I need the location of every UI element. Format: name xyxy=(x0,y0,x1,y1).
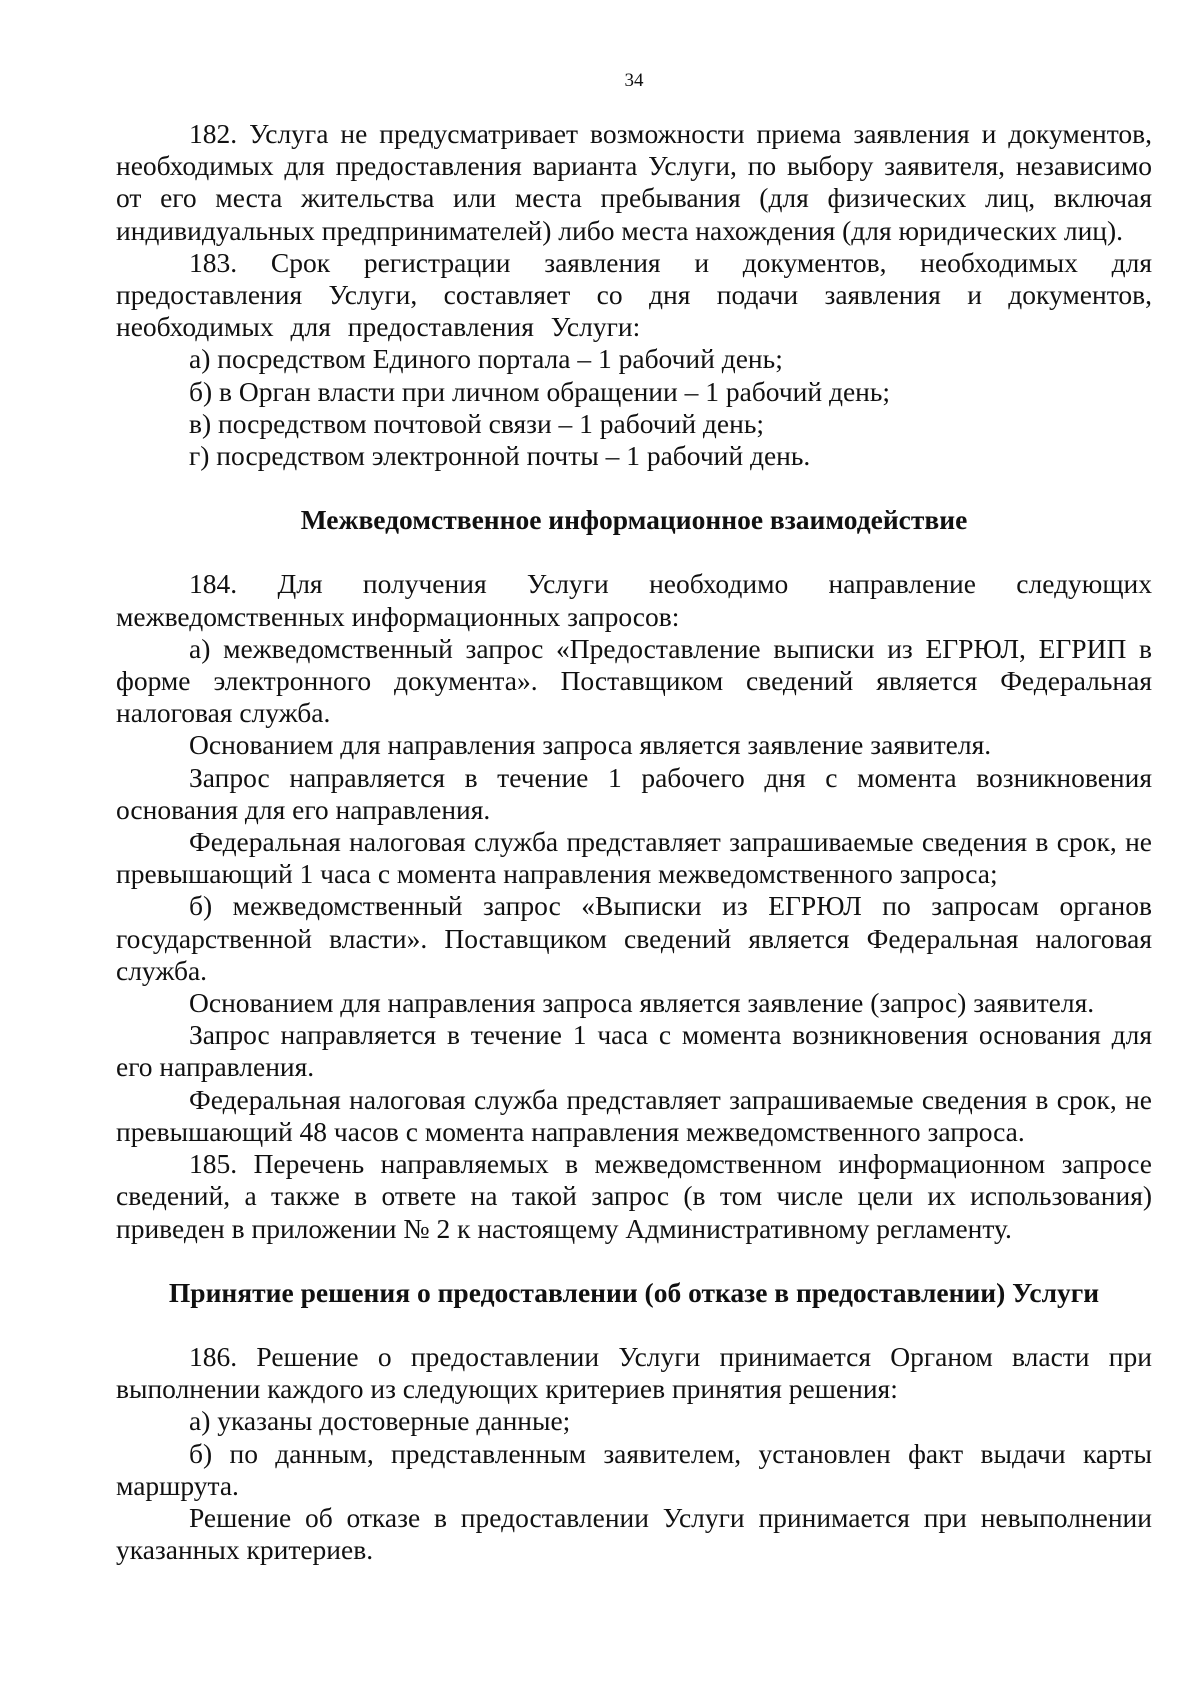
paragraph-fns-response-2: Федеральная налоговая служба представляет запрашиваемые сведения в срок, не превышающий 48 часов с момента направления межведомственного запроса. xyxy=(116,1083,1152,1147)
paragraph-184-a: а) межведомственный запрос «Предоставление выписки из ЕГРЮЛ, ЕГРИП в форме электронного документа». Поставщиком сведений является Федеральная налоговая служба. xyxy=(116,632,1152,729)
document-body xyxy=(116,118,1152,1566)
paragraph-request-timing-1: Запрос направляется в течение 1 рабочего дня с момента возникновения основания для его направления. xyxy=(116,761,1152,825)
paragraph-request-timing-2: Запрос направляется в течение 1 часа с момента возникновения основания для его направления. xyxy=(116,1019,1152,1083)
paragraph-refusal: Решение об отказе в предоставлении Услуги принимается при невыполнении указанных критериев. xyxy=(116,1501,1152,1566)
paragraph-183: 183. Срок регистрации заявления и документов, необходимых для предоставления Услуги, составляет со дня подачи заявления и документов, необходимых для предоставления Услуги: xyxy=(116,246,1152,343)
list-item-a: а) посредством Единого портала – 1 рабочий день; xyxy=(189,343,783,375)
paragraph-182: 182. Услуга не предусматривает возможности приема заявления и документов, необходимых для предоставления варианта Услуги, по выбору заявителя, независимо от его места жительства или места пребывания (для физических лиц, включая индивидуальных предпринимателей) либо места нахождения (для юридических лиц). xyxy=(116,118,1152,246)
paragraph-basis-1: Основанием для направления запроса является заявление заявителя. xyxy=(189,729,992,761)
paragraph-184: 184. Для получения Услуги необходимо направление следующих межведомственных информационных запросов: xyxy=(116,568,1152,632)
paragraph-basis-2: Основанием для направления запроса является заявление (запрос) заявителя. xyxy=(189,987,1095,1019)
paragraph-185: 185. Перечень направляемых в межведомственном информационном запросе сведений, а также в ответе на такой запрос (в том числе цели их использования) приведен в приложении № 2 к настоящему Административному регламенту. xyxy=(116,1148,1152,1244)
list-item-b: б) в Орган власти при личном обращении – 1 рабочий день; xyxy=(189,375,891,407)
section-heading-decision: Принятие решения о предоставлении (об отказе в предоставлении) Услуги xyxy=(168,1276,1100,1308)
criteria-item-b: б) по данным, представленным заявителем, установлен факт выдачи карты маршрута. xyxy=(116,1437,1152,1501)
list-item-g: г) посредством электронной почты – 1 рабочий день. xyxy=(189,440,811,472)
section-heading-interagency: Межведомственное информационное взаимодействие xyxy=(300,504,968,536)
list-item-v: в) посредством почтовой связи – 1 рабочий день; xyxy=(189,407,765,439)
paragraph-184-b: б) межведомственный запрос «Выписки из ЕГРЮЛ по запросам органов государственной власти». Поставщиком сведений является Федеральная налоговая служба. xyxy=(116,890,1152,986)
paragraph-186: 186. Решение о предоставлении Услуги принимается Органом власти при выполнении каждого из следующих критериев принятия решения: xyxy=(116,1340,1152,1405)
criteria-item-a: а) указаны достоверные данные; xyxy=(189,1405,571,1437)
page-number: 34 xyxy=(624,70,644,91)
paragraph-fns-response-1: Федеральная налоговая служба представляет запрашиваемые сведения в срок, не превышающий 1 часа с момента направления межведомственного запроса; xyxy=(116,826,1152,890)
